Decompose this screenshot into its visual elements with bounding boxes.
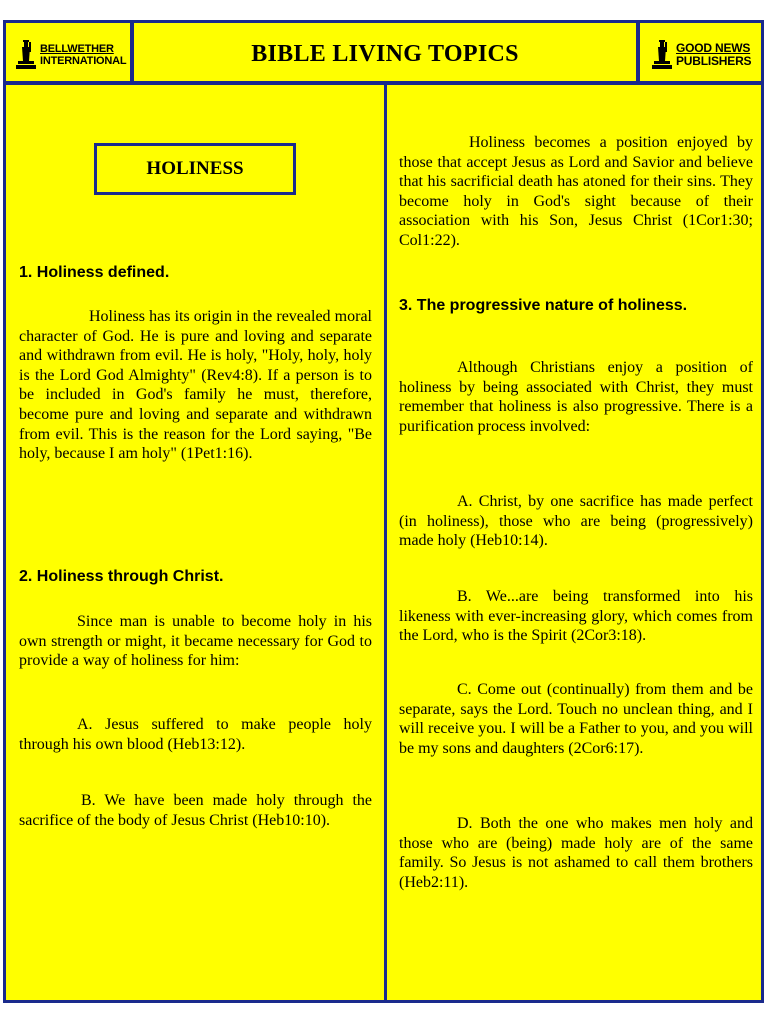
section2-heading: 2. Holiness through Christ.: [19, 568, 224, 585]
section2-intro: Since man is unable to become holy in his own strength or might, it became necessary for God to provide a way of holiness for him:: [19, 613, 372, 670]
section3-point-d: D. Both the one who makes men holy and those who are (being) made holy are of the same family. So Jesus is not ashamed to call them brothers (Heb2:11).: [399, 815, 753, 891]
header-title-box: [131, 20, 639, 84]
header-right-logo-box: [637, 20, 764, 84]
section2-point-a: A. Jesus suffered to make people holy through his own blood (Heb13:12).: [19, 716, 372, 753]
section1-heading: 1. Holiness defined.: [19, 264, 170, 281]
section2-point-b: B. We have been made holy through the sacrifice of the body of Jesus Christ (Heb10:10).: [19, 792, 372, 829]
site-title: BIBLE LIVING TOPICS: [251, 41, 519, 67]
good-news-logo: [650, 39, 751, 71]
section3-point-b: B. We...are being transformed into his likeness with ever-increasing glory, which comes from the Lord, who is the Spirit (2Cor3:18).: [399, 588, 753, 645]
right-column: [384, 82, 764, 1003]
section3-point-a: A. Christ, by one sacrifice has made perfect (in holiness), those who are being (progressively) made holy (Heb10:14).: [399, 493, 753, 550]
logo-left-line1: BELLWETHER: [40, 43, 114, 55]
section1-paragraph: Holiness has its origin in the revealed moral character of God. He is pure and loving and separate and withdrawn from evil. He is holy, "Holy, holy, holy is the Lord God Almighty" (Rev4:8). If a person is to be included in God's family he must, therefore, become pure and loving and separate and withdrawn from evil. This is the reason for the Lord saying, "Be holy, because I am holy" (1Pet1:16).: [19, 308, 372, 463]
logo-right-line2: PUBLISHERS: [676, 54, 752, 68]
header-left-logo-box: [3, 20, 133, 84]
left-column: [3, 82, 388, 1003]
topic-title: HOLINESS: [94, 143, 296, 195]
section3-heading: 3. The progressive nature of holiness.: [399, 297, 688, 314]
continuation-paragraph: Holiness becomes a position enjoyed by those that accept Jesus as Lord and Savior and believe that his sacrificial death has atoned for their sins. They become holy in God's sight because of their association with his Son, Jesus Christ (1Cor1:30; Col1:22).: [399, 134, 753, 249]
logo-right-line1: GOOD NEWS: [676, 41, 751, 55]
section3-point-c: C. Come out (continually) from them and be separate, says the Lord. Touch no unclean thing, and I will receive you. I will be a Father to you, and you will be my sons and daughters (2Cor6:17).: [399, 681, 753, 757]
section3-intro: Although Christians enjoy a position of holiness by being associated with Christ, they must remember that holiness is also progressive. There is a purification process involved:: [399, 359, 753, 435]
good-news-statue-icon: [650, 39, 674, 71]
bellwether-logo: [14, 39, 126, 71]
bellwether-statue-icon: [14, 39, 38, 71]
logo-left-line2: INTERNATIONAL: [40, 55, 127, 67]
